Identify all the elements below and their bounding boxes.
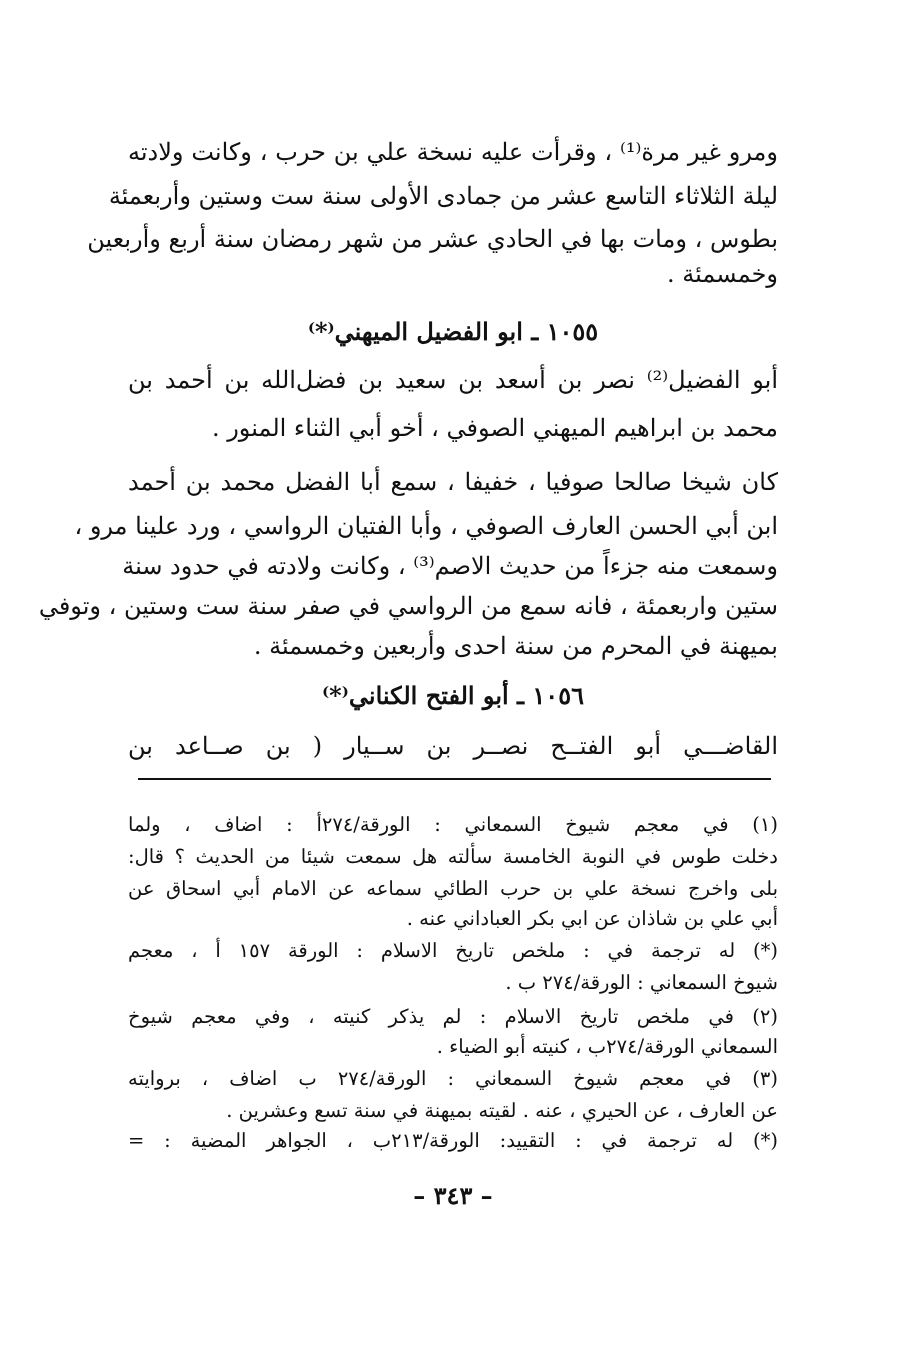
text-line: بطوس ، ومات بها في الحادي عشر من شهر رمضان سنة أربع وأربعين — [87, 225, 778, 253]
text-line: ستين واربعمئة ، فانه سمع من الرواسي في صفر سنة ست وستين ، وتوفي — [38, 592, 778, 620]
footnote-line: (*) له ترجمة في : التقييد: الورقة/٢١٣ب ، الجواهر المضية : = — [128, 1129, 778, 1152]
text-line: ابن أبي الحسن العارف الصوفي ، وأبا الفتيان الرواسي ، ورد علينا مرو ، — [74, 512, 778, 540]
footnote-line: عن العارف ، عن الحيري ، عنه . لقيته بميهنة في سنة تسع وعشرين . — [226, 1099, 778, 1122]
footnote-line: شيوخ السمعاني : الورقة/٢٧٤ ب . — [505, 971, 778, 994]
entry-heading: ١٠٥٦ ـ أبو الفتح الكناني⁽*⁾ — [322, 681, 584, 710]
footnote-line: (*) له ترجمة في : ملخص تاريخ الاسلام : الورقة ١٥٧ أ ، معجم — [128, 939, 778, 962]
text-line: وخمسمئة . — [667, 260, 778, 288]
entry-heading: ١٠٥٥ ـ ابو الفضيل الميهني⁽*⁾ — [307, 317, 599, 346]
text-line: كان شيخا صالحا صوفيا ، خفيفا ، سمع أبا الفضل محمد بن أحمد — [128, 468, 778, 496]
footnote-line: (١) في معجم شيوخ السمعاني : الورقة/٢٧٤أ : اضاف ، ولما — [128, 813, 779, 836]
text-line: أبو الفضيل⁽²⁾ نصر بن أسعد بن سعيد بن فضل‌الله بن أحمد بن — [128, 366, 778, 394]
text-line: ومرو غير مرة⁽¹⁾ ، وقرأت عليه نسخة علي بن حرب ، وكانت ولادته — [128, 138, 779, 166]
footnote-line: السمعاني الورقة/٢٧٤ب ، كنيته أبو الضياء . — [436, 1035, 778, 1058]
text-line: محمد بن ابراهيم الميهني الصوفي ، أخو أبي الثناء المنور . — [211, 414, 778, 442]
footnote-separator — [138, 778, 771, 780]
footnote-line: بلى واخرج نسخة علي بن حرب الطائي سماعه عن الامام أبي اسحاق عن — [128, 877, 778, 900]
text-line: بميهنة في المحرم من سنة احدى وأربعين وخمسمئة . — [253, 632, 778, 660]
text-line: ليلة الثلاثاء التاسع عشر من جمادى الأولى سنة ست وستين وأربعمئة — [108, 182, 778, 210]
footnote-line: دخلت طوس في النوبة الخامسة سألته هل سمعت شيئا من الحديث ؟ قال: — [128, 845, 778, 868]
footnote-line: (٢) في ملخص تاريخ الاسلام : لم يذكر كنيته ، وفي معجم شيوخ — [128, 1005, 778, 1028]
text-line: وسمعت منه جزءاً من حديث الاصم⁽³⁾ ، وكانت ولادته في حدود سنة — [122, 552, 778, 580]
text-line: القاضـــي أبو الفتــح نصــر بن ســيار ( بن صــاعد بن — [128, 732, 778, 760]
footnote-line: (٣) في معجم شيوخ السمعاني : الورقة/٢٧٤ ب اضاف ، بروايته — [128, 1067, 778, 1090]
footnote-line: أبي علي بن شاذان عن ابي بكر العباداني عنه . — [406, 907, 778, 930]
page-number: – ٣٤٣ – — [413, 1181, 493, 1210]
